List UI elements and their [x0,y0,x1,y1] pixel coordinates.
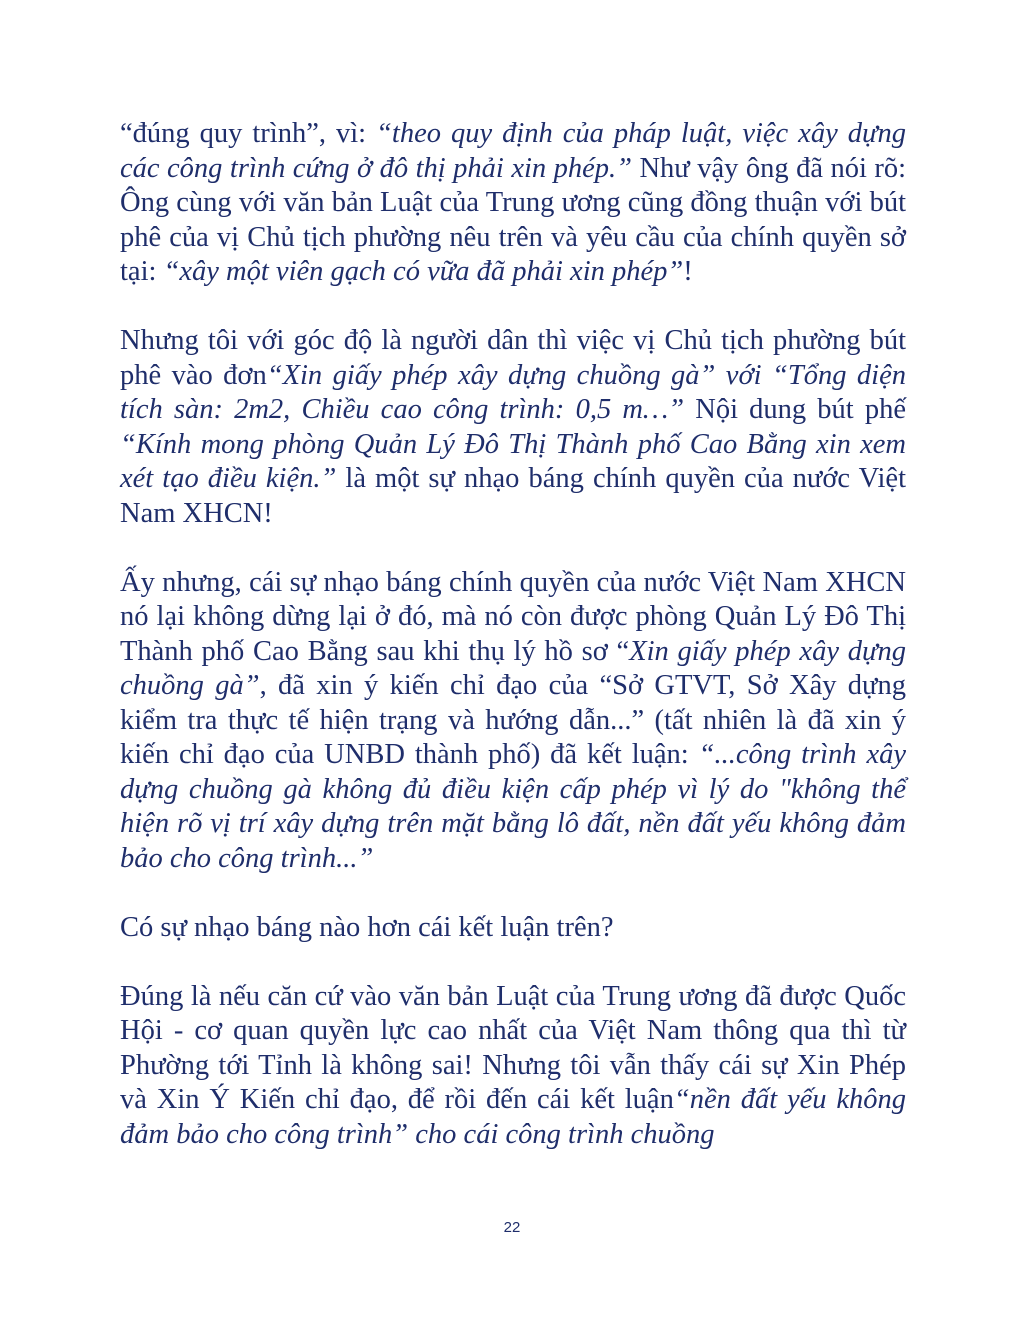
text-span-italic: “Xin giấy phép xây dựng chuồng gà” với “Tổng diện tích sàn: 2m2, Chiều cao công trình: 0,5 m…” [120,359,906,425]
text-span-italic: “theo quy định của pháp luật, việc xây dựng các công trình cứng ở đô thị phải xin phép.” [120,118,907,184]
text-span: là một sự nhạo báng chính quyền của nước Việt Nam XHCN! [120,463,906,529]
text-span-italic: “nền đất yếu không đảm bảo cho công trình” cho cái công trình chuồng [120,1084,906,1150]
text-span: Có sự nhạo báng nào hơn cái kết luận trên? [120,911,614,943]
paragraph [120,324,906,531]
text-span: “đúng quy trình”, vì: [120,118,377,149]
paragraph [120,911,906,946]
paragraph [120,566,906,877]
text-span: , đã xin ý kiến chỉ đạo của “Sở GTVT, Sở Xây dựng kiểm tra thực tế hiện trạng và hướng dẫn...” (tất nhiên là đã xin ý kiến chỉ đạo của UNBD thành phố) đã kết luận: [120,670,906,770]
text-span: Đúng là nếu căn cứ vào văn bản Luật của Trung ương đã được Quốc Hội - cơ quan quyền lực cao nhất của Việt Nam thông qua thì từ Phường tới Tỉnh là không sai! Nhưng tôi vẫn thấy cái sự Xin Phép và Xin Ý Kiến chỉ đạo, để rồi đến cái kết luận [120,980,906,1115]
page-number: 22 [503,1219,521,1236]
text-span: ! [683,256,693,287]
text-span: Như vậy ông đã nói rõ: Ông cùng với văn bản Luật của Trung ương cũng đồng thuận với bút phê của vị Chủ tịch phường nêu trên và yêu cầu của chính quyền sở tại: [120,152,906,287]
text-span: Nội dung bút phế [684,394,906,425]
text-span-italic: “xây một viên gạch có vữa đã phải xin phép” [163,256,684,287]
body-text [120,117,906,1152]
text-span: Ấy nhưng, cái sự nhạo báng chính quyền của nước Việt Nam XHCN nó lại không dừng lại ở đó, mà nó còn được phòng Quản Lý Đô Thị Thành phố Cao Bằng sau khi thụ lý hồ sơ “ [120,566,906,667]
paragraph [120,980,906,1153]
text-span-italic: “Kính mong phòng Quản Lý Đô Thị Thành phố Cao Bằng xin xem xét tạo điều kiện.” [120,428,906,494]
text-span: Nhưng tôi với góc độ là người dân thì việc vị Chủ tịch phường bút phê vào đơn [120,325,906,391]
text-span-italic: Xin giấy phép xây dựng chuồng gà” [120,635,906,701]
paragraph [120,117,906,290]
text-span-italic: “...công trình xây dựng chuồng gà không đủ điều kiện cấp phép vì lý do "không thể hiện rõ vị trí xây dựng trên mặt bằng lô đất, nền đất yếu không đảm bảo cho công trình...” [120,739,906,874]
